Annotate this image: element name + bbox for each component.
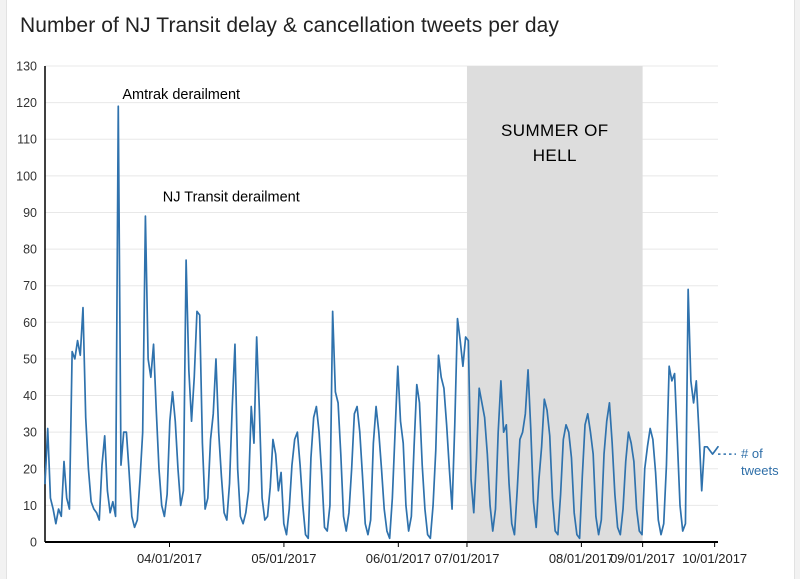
page-title: Number of NJ Transit delay & cancellation tweets per day [20,14,560,37]
y-tick-label: 80 [23,242,37,257]
x-tick-label: 06/01/2017 [365,551,431,566]
y-tick-label: 110 [17,132,37,147]
legend-label-line2: tweets [741,463,779,479]
shaded-band [467,66,643,542]
y-tick-label: 100 [16,169,37,184]
x-tick-label: 05/01/2017 [251,551,317,566]
y-tick-label: 40 [23,389,37,404]
y-tick-label: 30 [23,425,37,440]
annotations [122,87,299,206]
x-tick-label: 10/01/2017 [682,551,748,566]
y-tick-label: 20 [23,462,37,477]
y-axis-ticks [16,60,37,550]
y-tick-label: 130 [16,59,37,74]
series-inline-label [718,446,779,478]
x-tick-label: 08/01/2017 [548,551,614,566]
y-tick-label: 120 [16,96,37,111]
x-tick-label: 07/01/2017 [434,551,500,566]
x-tick-label: 04/01/2017 [136,551,203,566]
x-axis-ticks [137,542,747,566]
annotation-label-2: NJ Transit derailment [162,189,300,206]
band-label-line1: SUMMER OF [501,121,609,140]
annotation-label-1: Amtrak derailment [122,86,241,103]
y-tick-label: 60 [23,315,37,330]
band-label-line2: HELL [532,146,577,165]
y-tick-label: 10 [23,498,37,513]
legend-label-line1: # of [741,446,763,462]
y-tick-label: 90 [23,205,37,220]
y-tick-label: 0 [30,535,37,550]
y-tick-label: 50 [23,352,37,367]
y-tick-label: 70 [23,279,37,294]
x-tick-label: 09/01/2017 [610,551,676,566]
